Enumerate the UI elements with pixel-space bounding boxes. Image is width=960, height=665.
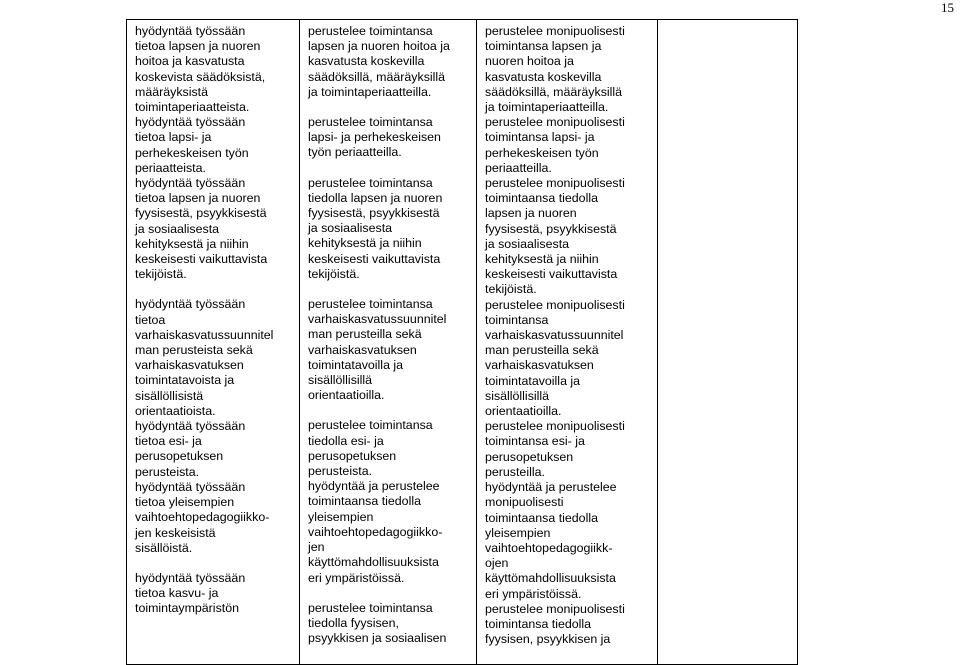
- criteria-text: perustelee monipuolisesti toimintansa lapsen ja nuoren hoitoa ja kasvatusta koskevilla säädöksillä, määräyksillä ja toimintaperiaatteilla.: [485, 24, 625, 115]
- criteria-text: hyödyntää työssään tietoa varhaiskasvatussuunnitel man perusteista sekä varhaiskasvatuksen toimintatavoista ja sisällöllisistä orientaatioista.: [135, 297, 274, 418]
- column-2-cell: [300, 20, 477, 665]
- criteria-text: hyödyntää työssään tietoa kasvu- ja toimintaympäristön: [135, 570, 246, 616]
- criteria-text: perustelee toimintansa tiedolla esi- ja perusopetuksen perusteista.: [308, 418, 433, 479]
- criteria-text: hyödyntää työssään tietoa lapsen ja nuoren fyysisestä, psyykkisestä ja sosiaalisesta kehityksestä ja niihin keskeisesti vaikuttavista tekijöistä.: [135, 176, 268, 282]
- column-3-cell: [477, 20, 658, 665]
- criteria-text: hyödyntää työssään tietoa yleisempien vaihtoehtopedagogiikko- jen keskeisistä sisällöistä.: [135, 479, 270, 555]
- criteria-text: perustelee monipuolisesti toimintansa lapsi- ja perhekeskeisen työn periaatteilla.: [485, 115, 625, 175]
- criteria-text: hyödyntää työssään tietoa lapsen ja nuoren hoitoa ja kasvatusta koskevista säädöksistä, määräyksistä toimintaperiaatteista.: [135, 24, 266, 115]
- column-4-cell-empty: [658, 20, 798, 665]
- criteria-text: perustelee toimintansa tiedolla lapsen ja nuoren fyysisestä, psyykkisestä ja sosiaalisesta kehityksestä ja niihin keskeisesti vaikuttavista tekijöistä.: [308, 175, 443, 281]
- criteria-text: hyödyntää työssään tietoa esi- ja perusopetuksen perusteista.: [135, 419, 246, 479]
- criteria-text: perustelee toimintansa varhaiskasvatussuunnitel man perusteilla sekä varhaiskasvatuksen toimintatavoilla ja sisällöllisillä orientaatioilla.: [308, 297, 447, 403]
- assessment-table: [126, 19, 798, 665]
- criteria-text: perustelee monipuolisesti toimintansa esi- ja perusopetuksen perusteilla.: [485, 419, 625, 479]
- criteria-text: perustelee monipuolisesti toimintansa tiedolla fyysisen, psyykkisen ja: [485, 601, 625, 647]
- criteria-text: hyödyntää työssään tietoa lapsi- ja perhekeskeisen työn periaatteista.: [135, 115, 249, 175]
- criteria-text: perustelee toimintansa tiedolla fyysisen, psyykkisen ja sosiaalisen: [308, 600, 447, 646]
- column-1-cell: [127, 20, 300, 665]
- page-number: 15: [941, 0, 954, 15]
- criteria-text: perustelee monipuolisesti toimintaansa tiedolla lapsen ja nuoren fyysisestä, psyykkisestä ja sosiaalisesta kehityksestä ja niihin keskeisesti vaikuttavista tekijöistä.: [485, 176, 625, 297]
- criteria-text: hyödyntää ja perustelee toimintaansa tiedolla yleisempien vaihtoehtopedagogiikko- jen käyttömahdollisuuksista eri ympäristöissä.: [308, 479, 443, 585]
- criteria-text: hyödyntää ja perustelee monipuolisesti toimintaansa tiedolla yleisempien vaihtoehtopedagogiikk- ojen käyttömahdollisuuksista eri ympäristöissä.: [485, 480, 617, 601]
- table-row: [127, 20, 798, 665]
- criteria-text: perustelee toimintansa lapsi- ja perhekeskeisen työn periaatteilla.: [308, 115, 441, 160]
- criteria-text: perustelee toimintansa lapsen ja nuoren hoitoa ja kasvatusta koskevilla säädöksillä, määräyksillä ja toimintaperiaatteilla.: [308, 24, 450, 99]
- criteria-text: perustelee monipuolisesti toimintansa varhaiskasvatussuunnitel man perusteilla sekä varhaiskasvatuksen toimintatavoilla ja sisällöllisillä orientaatioilla.: [485, 297, 625, 419]
